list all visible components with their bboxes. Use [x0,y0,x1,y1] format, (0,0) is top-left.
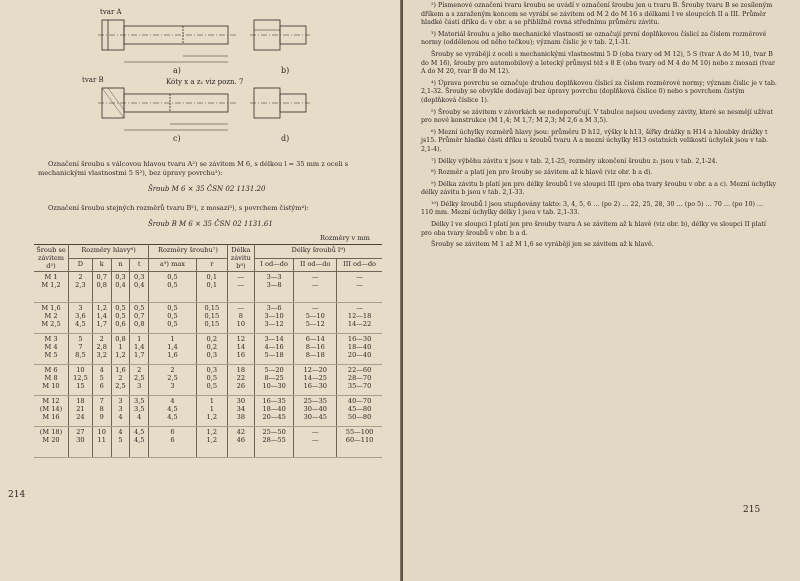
kotv-note: Kóty x a z₁ viz pozn. 7 [166,78,244,86]
col-header-lengths: Délky šroubů l⁹) [254,245,382,259]
table-cell: 12 14 16 [227,334,254,365]
table-cell: 42 46 [227,427,254,458]
table-cell: — — [227,272,254,303]
table-cell: 1 1 1,2 [196,396,227,427]
footnote: Šrouby se závitem M 1 až M 1,6 se vyrábějí jen se závitem až k hlavě. [431,241,654,249]
table-cell: 27 30 [69,427,93,458]
table-cell: 1,6 2 2,5 [111,365,130,396]
table-cell: 22—60 28—70 35—70 [337,365,382,396]
table-cell: 3—6 3—10 3—12 [254,303,294,334]
table-cell: 0,3 0,5 0,5 [196,365,227,396]
footnote: ³) Materiál šroubu a jeho mechanické vlastnosti se označují první doplňkovou číslicí za číslem rozměrové normy (oddělenou od něho tečkou); význam číslic je v tab. 2,1-31. [421,30,767,47]
table-cell: 10 12,5 15 [69,365,93,396]
col-header-screw: Šroub se závitem d⁵) [34,245,69,272]
table-cell: (M 18) M 20 [34,427,69,458]
page-number-left: 214 [8,490,26,500]
table-cell: 4 5 [111,427,130,458]
table-cell: 1,2 1,2 [196,427,227,458]
designation-paragraph-1: Označení šroubu s válcovou hlavou tvaru A²) se závitem M 6, s délkou l = 35 mm z oceli s mechanickými vlastnostmi 5 S²), bez úpravy povrchu³): [38,160,349,177]
col-header-D: D [69,258,93,272]
col-header-t: t [130,258,149,272]
technical-drawings [78,6,318,148]
table-cell: 3 3,6 4,5 [69,303,93,334]
fig-d-label: d) [281,134,290,143]
table-cell: 16—35 18—40 20—45 [254,396,294,427]
table-row [34,427,382,458]
table-row [34,303,382,334]
table-row [34,396,382,427]
fig-c-label: c) [173,134,181,143]
table-cell: 6 6 [149,427,197,458]
col-header-II: II od—do [294,258,337,272]
table-cell: 3—3 3—8 [254,272,294,303]
table-cell: 2 2,5 3 [149,365,197,396]
col-header-r: r [196,258,227,272]
table-cell: 16—30 18—40 20—40 [337,334,382,365]
col-header-a: a⁹) max [149,258,197,272]
table-cell: 4,5 4,5 [130,427,149,458]
table-cell: 6—14 8—16 8—18 [294,334,337,365]
footnote: ⁴) Úprava povrchu se označuje druhou doplňkovou číslicí za číslem rozměrové normy; význam číslic je v tab. 2,1-32. Šrouby se obvykle dodávají bez úpravy povrchu (doplňková číslice 0) nebo s povrchem čistým (doplňková číslice 1). [421,79,777,104]
col-header-I: I od—do [254,258,294,272]
table-cell: M 1,6 M 2 M 2,5 [34,303,69,334]
fig-a-label: a) [173,66,181,75]
designation-paragraph-2: Označení šroubu stejných rozměrů tvaru B²), z mosazi³), s povrchem čistým⁴): [48,204,309,212]
table-cell: 2 2,8 3,2 [92,334,111,365]
table-cell: 3 3 4 [111,396,130,427]
table-cell: 25—50 28—55 [254,427,294,458]
table-cell: 0,5 0,5 [149,272,197,303]
col-header-thread-length: Délka závitu b⁸) [227,245,254,272]
table-cell: 4 4,5 4,5 [149,396,197,427]
right-page [403,0,800,581]
table-cell: M 6 M 8 M 10 [34,365,69,396]
table-cell: — — [294,427,337,458]
table-cell: M 3 M 4 M 5 [34,334,69,365]
table-cell: 0,3 0,4 [130,272,149,303]
footnote: ⁷) Délky výběhu závitu x jsou v tab. 2,1-25, rozměry ukončení šroubu z₁ jsou v tab. 2,1-24. [431,157,718,165]
footnote: ²) Písmenové označení tvaru šroubu se uvádí v označení šroubu jen u tvaru B. Šrouby tvaru B se zesíleným dříkem a s zaraženým koncem se vyrábí se závitem od M 2 do M 16 s délkami I ve sloupcích II a III. Průměr hladké části dříku d₂ v obr. a se přibližně rovná střednímu průměru závitu. [421,2,773,27]
table-body [34,272,382,458]
table-cell: 0,5 0,5 0,5 [149,303,197,334]
table-cell: 40—70 45—80 50—80 [337,396,382,427]
table-cell: — 5—10 5—12 [294,303,337,334]
footnotes-block [421,2,777,253]
table-cell: — — [337,272,382,303]
table-row [34,365,382,396]
table-cell: 4 5 6 [92,365,111,396]
footnote: Šrouby se vyrábějí z oceli s mechanickými vlastnostmi 5 D (oba tvary od M 12), 5 S (tvar A do M 10, tvar B do M 16), šrouby pro automobilový a letecký průmysl též s 8 E (oba tvary od M 4 do M 10) nebo z mosazi (tvar A do M 20, tvar B do M 12). [421,50,775,76]
screw-drawings-svg [78,6,318,148]
footnote: ⁶) Mezní úchylky rozměrů hlavy jsou: průměru D h12, výšky k h13, šířky drážky n H14 a hloubky drážky t js15. Průměr hladké části dříku u šroubů tvaru A a mezní úchylky H13 ostatních velikostí úchylek jsou v tab. 2,1-4). [421,128,769,153]
tvar-b-label: tvar B [82,76,104,84]
table-cell: 12—20 14—25 16—30 [294,365,337,396]
table-cell: M 1 M 1,2 [34,272,69,303]
col-header-head: Rozměry hlavy⁶) [69,245,149,259]
table-row [34,272,382,303]
table-cell: — — [294,272,337,303]
col-header-screw-dims: Rozměry šroubu⁷) [149,245,228,259]
col-header-k: k [92,258,111,272]
fig-b-label: b) [281,66,290,75]
table-cell: 25—35 30—40 30—45 [294,396,337,427]
table-cell: 0,1 0,1 [196,272,227,303]
table-cell: 30 34 38 [227,396,254,427]
table-cell: 1,2 1,4 1,7 [92,303,111,334]
table-cell: 3,5 3,5 4 [130,396,149,427]
dimensions-table [34,244,382,458]
page-number-right: 215 [743,505,761,515]
table-cell: M 12 (M 14) M 16 [34,396,69,427]
designation-formula-1: Šroub M 6 × 35 ČSN 02 1131.20 [148,185,266,193]
table-cell: 18 21 24 [69,396,93,427]
table-cell: 5—20 8—25 10—30 [254,365,294,396]
table-cell: — 8 10 [227,303,254,334]
table-cell: 0,7 0,8 [92,272,111,303]
table-cell: 55—100 60—110 [337,427,382,458]
table-cell: 3—14 4—16 5—18 [254,334,294,365]
footnote: Délky l ve sloupci I platí jen pro šrouby tvaru A se závitem až k hlavě (viz obr. b), délky ve sloupci II platí pro oba tvary šroubů v obr. b a d. [421,221,766,237]
table-cell: 10 11 [92,427,111,458]
table-cell: 0,8 1 1,2 [111,334,130,365]
table-cell: 0,5 0,5 0,6 [111,303,130,334]
col-header-III: III od—do [337,258,382,272]
tvar-a-label: tvar A [100,8,122,16]
table-cell: 0,2 0,2 0,3 [196,334,227,365]
table-row [34,334,382,365]
table-cell: — 12—18 14—22 [337,303,382,334]
footnote: ¹⁰) Délky šroubů l jsou stupňovány takto: 3, 4, 5, 6 … (po 2) … 22, 25, 28, 30 … (po 5) … 70 … (po 10) … 110 mm. Mezní úchylky délky l jsou v tab. 2,1-33. [421,200,764,217]
table-cell: 2 2,5 3 [130,365,149,396]
designation-formula-2: Šroub B M 6 × 35 ČSN 02 1131.61 [148,220,273,228]
table-cell: 7 8 9 [92,396,111,427]
footnote: ⁹) Délka závitu b platí jen pro délky šroubů l ve sloupci III (pro oba tvary šroubu v obr. a a c). Mezní úchylky délky závitu b jsou v tab. 2,1-33. [421,180,777,197]
table-cell: 0,3 0,4 [111,272,130,303]
table-cell: 1 1,4 1,7 [130,334,149,365]
table-cell: 0,5 0,7 0,8 [130,303,149,334]
table-cell: 0,15 0,15 0,15 [196,303,227,334]
footnote: ⁸) Rozměr a platí jen pro šrouby se závitem až k hlavě (viz obr. b a d). [431,169,653,177]
table-cell: 5 7 8,5 [69,334,93,365]
table-cell: 1 1,4 1,6 [149,334,197,365]
table-caption: Rozměry v mm [320,234,370,242]
table-cell: 2 2,3 [69,272,93,303]
table-cell: 18 22 26 [227,365,254,396]
col-header-n: n [111,258,130,272]
footnote: ⁵) Šrouby se závitem v závorkách se nedoporučují. V tabulce nejsou uvedeny závity, které se nesmějí užívat pro nové konstrukce (M 1,4; M 1,7; M 2,3; M 2,6 a M 3,5). [421,108,774,125]
